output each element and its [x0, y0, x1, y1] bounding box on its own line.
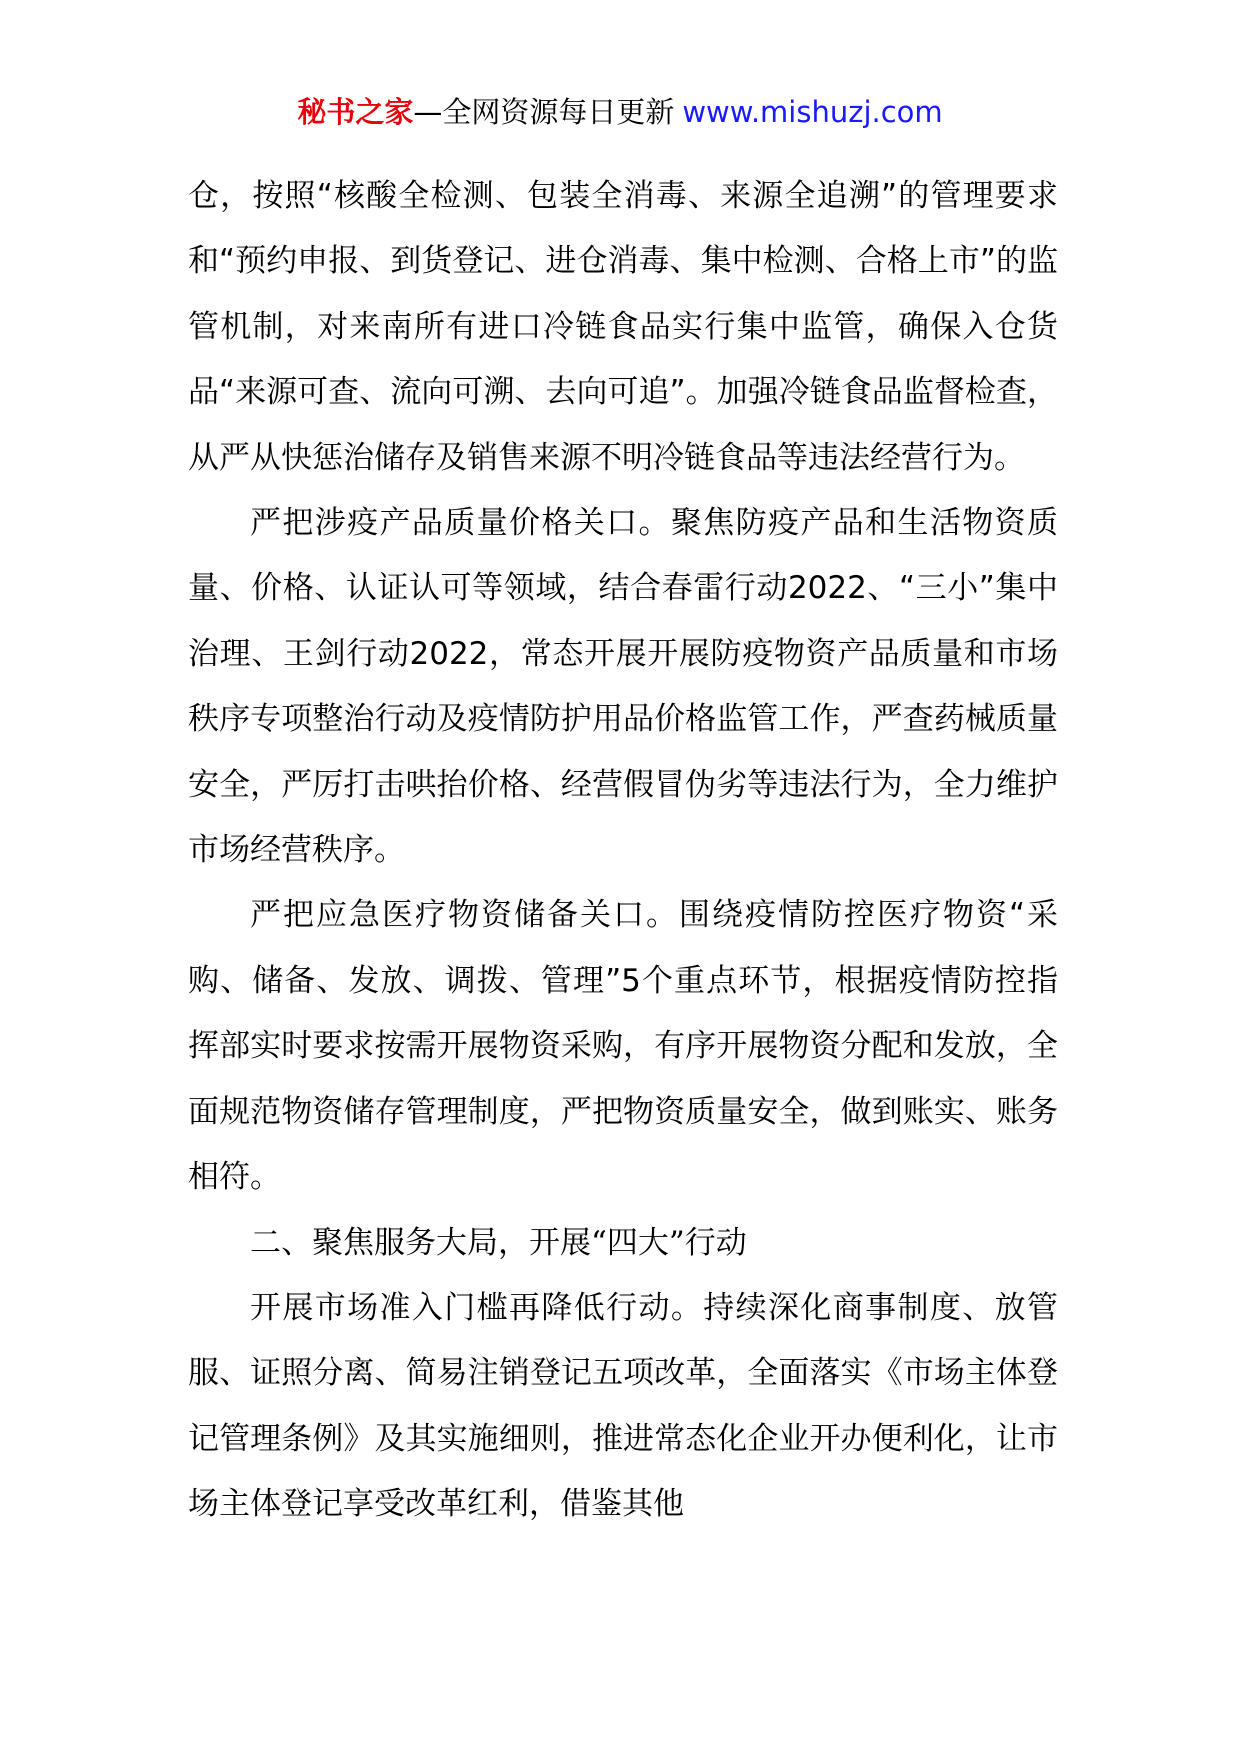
- page-header: [0, 92, 1240, 132]
- paragraph-market-access: 开展市场准入门槛再降低行动。持续深化商事制度、放管服、证照分离、简易注销登记五项改革，全面落实《市场主体登记管理条例》及其实施细则，推进常态化企业开办便利化，让市场主体登记享受改革红利，借鉴其他: [188, 1289, 1058, 1523]
- site-url-link[interactable]: www.mishuzj.com: [682, 95, 943, 129]
- brand-name: 秘书之家: [297, 95, 414, 129]
- document-body: [188, 164, 1058, 1538]
- paragraph-continued: 仓，按照“核酸全检测、包装全消毒、来源全追溯”的管理要求和“预约申报、到货登记、进仓消毒、集中检测、合格上市”的监管机制，对来南所有进口冷链食品实行集中监管，确保入仓货品“来源可查、流向可溯、去向可追”。加强冷链食品监督检查，从严从快惩治储存及销售来源不明冷链食品等违法经营行为。: [188, 178, 1058, 476]
- section-heading: 二、聚焦服务大局，开展“四大”行动: [250, 1224, 747, 1261]
- paragraph-medical-supplies: 严把应急医疗物资储备关口。围绕疫情防控医疗物资“采购、储备、发放、调拨、管理”5个重点环节，根据疫情防控指挥部实时要求按需开展物资采购，有序开展物资分配和发放，全面规范物资储存管理制度，严把物资质量安全，做到账实、账务相符。: [188, 897, 1058, 1196]
- brand-tagline: —全网资源每日更新: [413, 95, 675, 129]
- paragraph-epidemic-products: 严把涉疫产品质量价格关口。聚焦防疫产品和生活物资质量、价格、认证认可等领域，结合春雷行动2022、“三小”集中治理、王剑行动2022，常态开展开展防疫物资产品质量和市场秩序专项整治行动及疫情防护用品价格监管工作，严查药械质量安全，严厉打击哄抬价格、经营假冒伪劣等违法行为，全力维护市场经营秩序。: [188, 505, 1058, 869]
